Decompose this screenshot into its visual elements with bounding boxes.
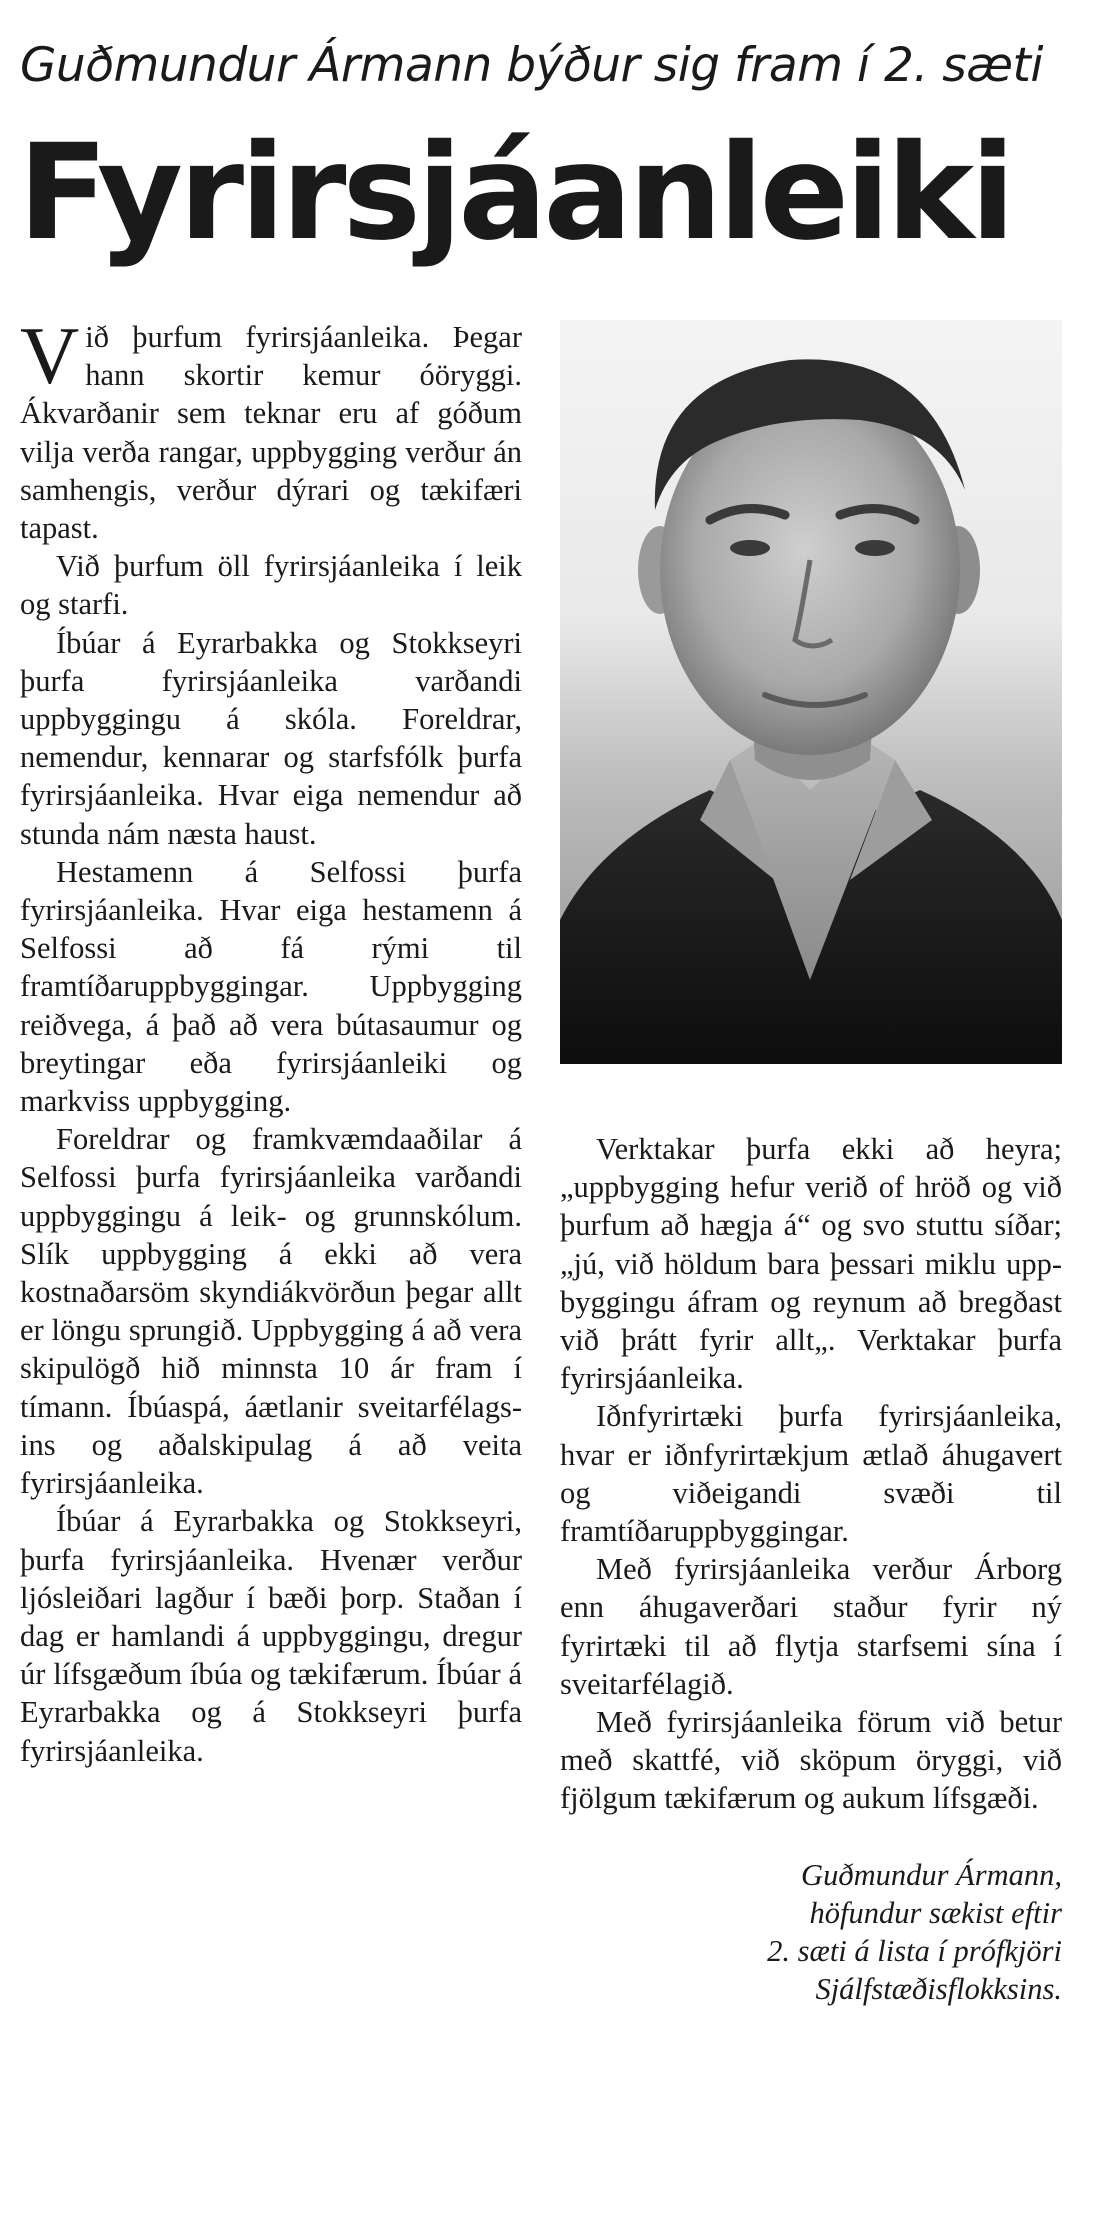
portrait-photo bbox=[560, 320, 1062, 1064]
paragraph-8: Iðnfyrirtæki þurfa fyrirsjáanleika, hvar er iðnfyrirtækjum ætlað áhugavert og viðeigandi svæði til framtíðaruppbyggingar. bbox=[560, 1399, 1062, 1549]
paragraph-7: Verktakar þurfa ekki að heyra; „uppbygging hefur verið of hröð og við þurfum að hægja á“ og svo stuttu síðar; „jú, við höldum bara þessari miklu uppbyggingu áfram og reynum að bregðast við þrátt fyrir allt„. Verktakar þurfa fyrirsjáanleika. bbox=[560, 1132, 1062, 1396]
paragraph-5: Foreldrar og framkvæmdaaðilar á Selfossi þurfa fyrirsjáanleika varðandi uppbyggingu á leik- og grunnskólum. Slík uppbygging á ekki að vera kostnaðarsöm skyndiákvörðun þegar allt er löngu sprungið. Uppbygging á að vera skipulögð hið minnsta 10 ár fram í tímann. Íbúaspá, áætlanir sveitarfélagsins og aðalskipulag á að veita fyrirsjáanleika. bbox=[20, 1122, 522, 1501]
paragraph-3: Íbúar á Eyrarbakka og Stokkseyri þurfa fyrirsjáanleika varðandi uppbyggingu á skóla. Foreldrar, nemendur, kennarar og starfsfólk þurfa fyrirsjáanleika. Hvar eiga nemendur að stunda nám næsta haust. bbox=[20, 625, 522, 851]
paragraph-6: Íbúar á Eyrarbakka og Stokkseyri, þurfa fyrirsjáanleika. Hvenær verður ljósleiðari lagður í bæði þorp. Staðan í dag er hamlandi á uppbyggingu, dregur úr lífsgæðum íbúa og tækifærum. Íbúar á Eyrarbakka og á Stokkseyri þurfa fyrirsjáanleika. bbox=[20, 1504, 522, 1768]
article-headline: Fyrirsjáanleiki bbox=[18, 116, 1012, 270]
signature-line-3: 2. sæti á lista í prófkjöri bbox=[767, 1934, 1062, 1969]
signature-line-2: höfundur sækist eftir bbox=[809, 1895, 1062, 1930]
paragraph-1 bbox=[20, 310, 522, 547]
paragraph-10: Með fyrirsjáanleika förum við betur með skattfé, við sköpum öryggi, við fjölgum tækifærum og aukum lífsgæði. bbox=[560, 1705, 1062, 1816]
paragraph-4: Hestamenn á Selfossi þurfa fyrirsjáanleika. Hvar eiga hestamenn á Selfossi að fá rými til framtíðaruppbyggingar. Uppbygging reiðvega, á það að vera bútasaumur og breytingar eða fyrirsjáanleiki og markviss uppbygging. bbox=[20, 854, 522, 1119]
signature-line-4: Sjálfstæðisflokksins. bbox=[815, 1972, 1062, 2007]
article-kicker: Guðmundur Ármann býður sig fram í 2. sæti bbox=[20, 38, 1043, 93]
text-column-right bbox=[560, 1130, 1062, 2008]
author-signature bbox=[560, 1856, 1062, 2009]
signature-line-1: Guðmundur Ármann, bbox=[801, 1857, 1062, 1892]
paragraph-text: ið þurfum fyrirsjáanleika. Þegar hann skortir kemur óöryggi. Ákvarðanir sem teknar eru af góðum vilja verða rangar, uppbygging verður án samhengis, verður dýrari og tækifæri tapast. bbox=[20, 320, 522, 546]
portrait-illustration bbox=[560, 320, 1062, 1064]
text-column-left bbox=[20, 310, 522, 1770]
paragraph-2: Við þurfum öll fyrirsjáanleika í leik og starfi. bbox=[20, 549, 522, 622]
drop-cap: V bbox=[20, 310, 80, 401]
paragraph-9: Með fyrirsjáanleika verður Árborg enn áhugaverðari staður fyrir ný fyrirtæki til að flytja starfsemi sína í sveitarfélagið. bbox=[560, 1552, 1062, 1701]
